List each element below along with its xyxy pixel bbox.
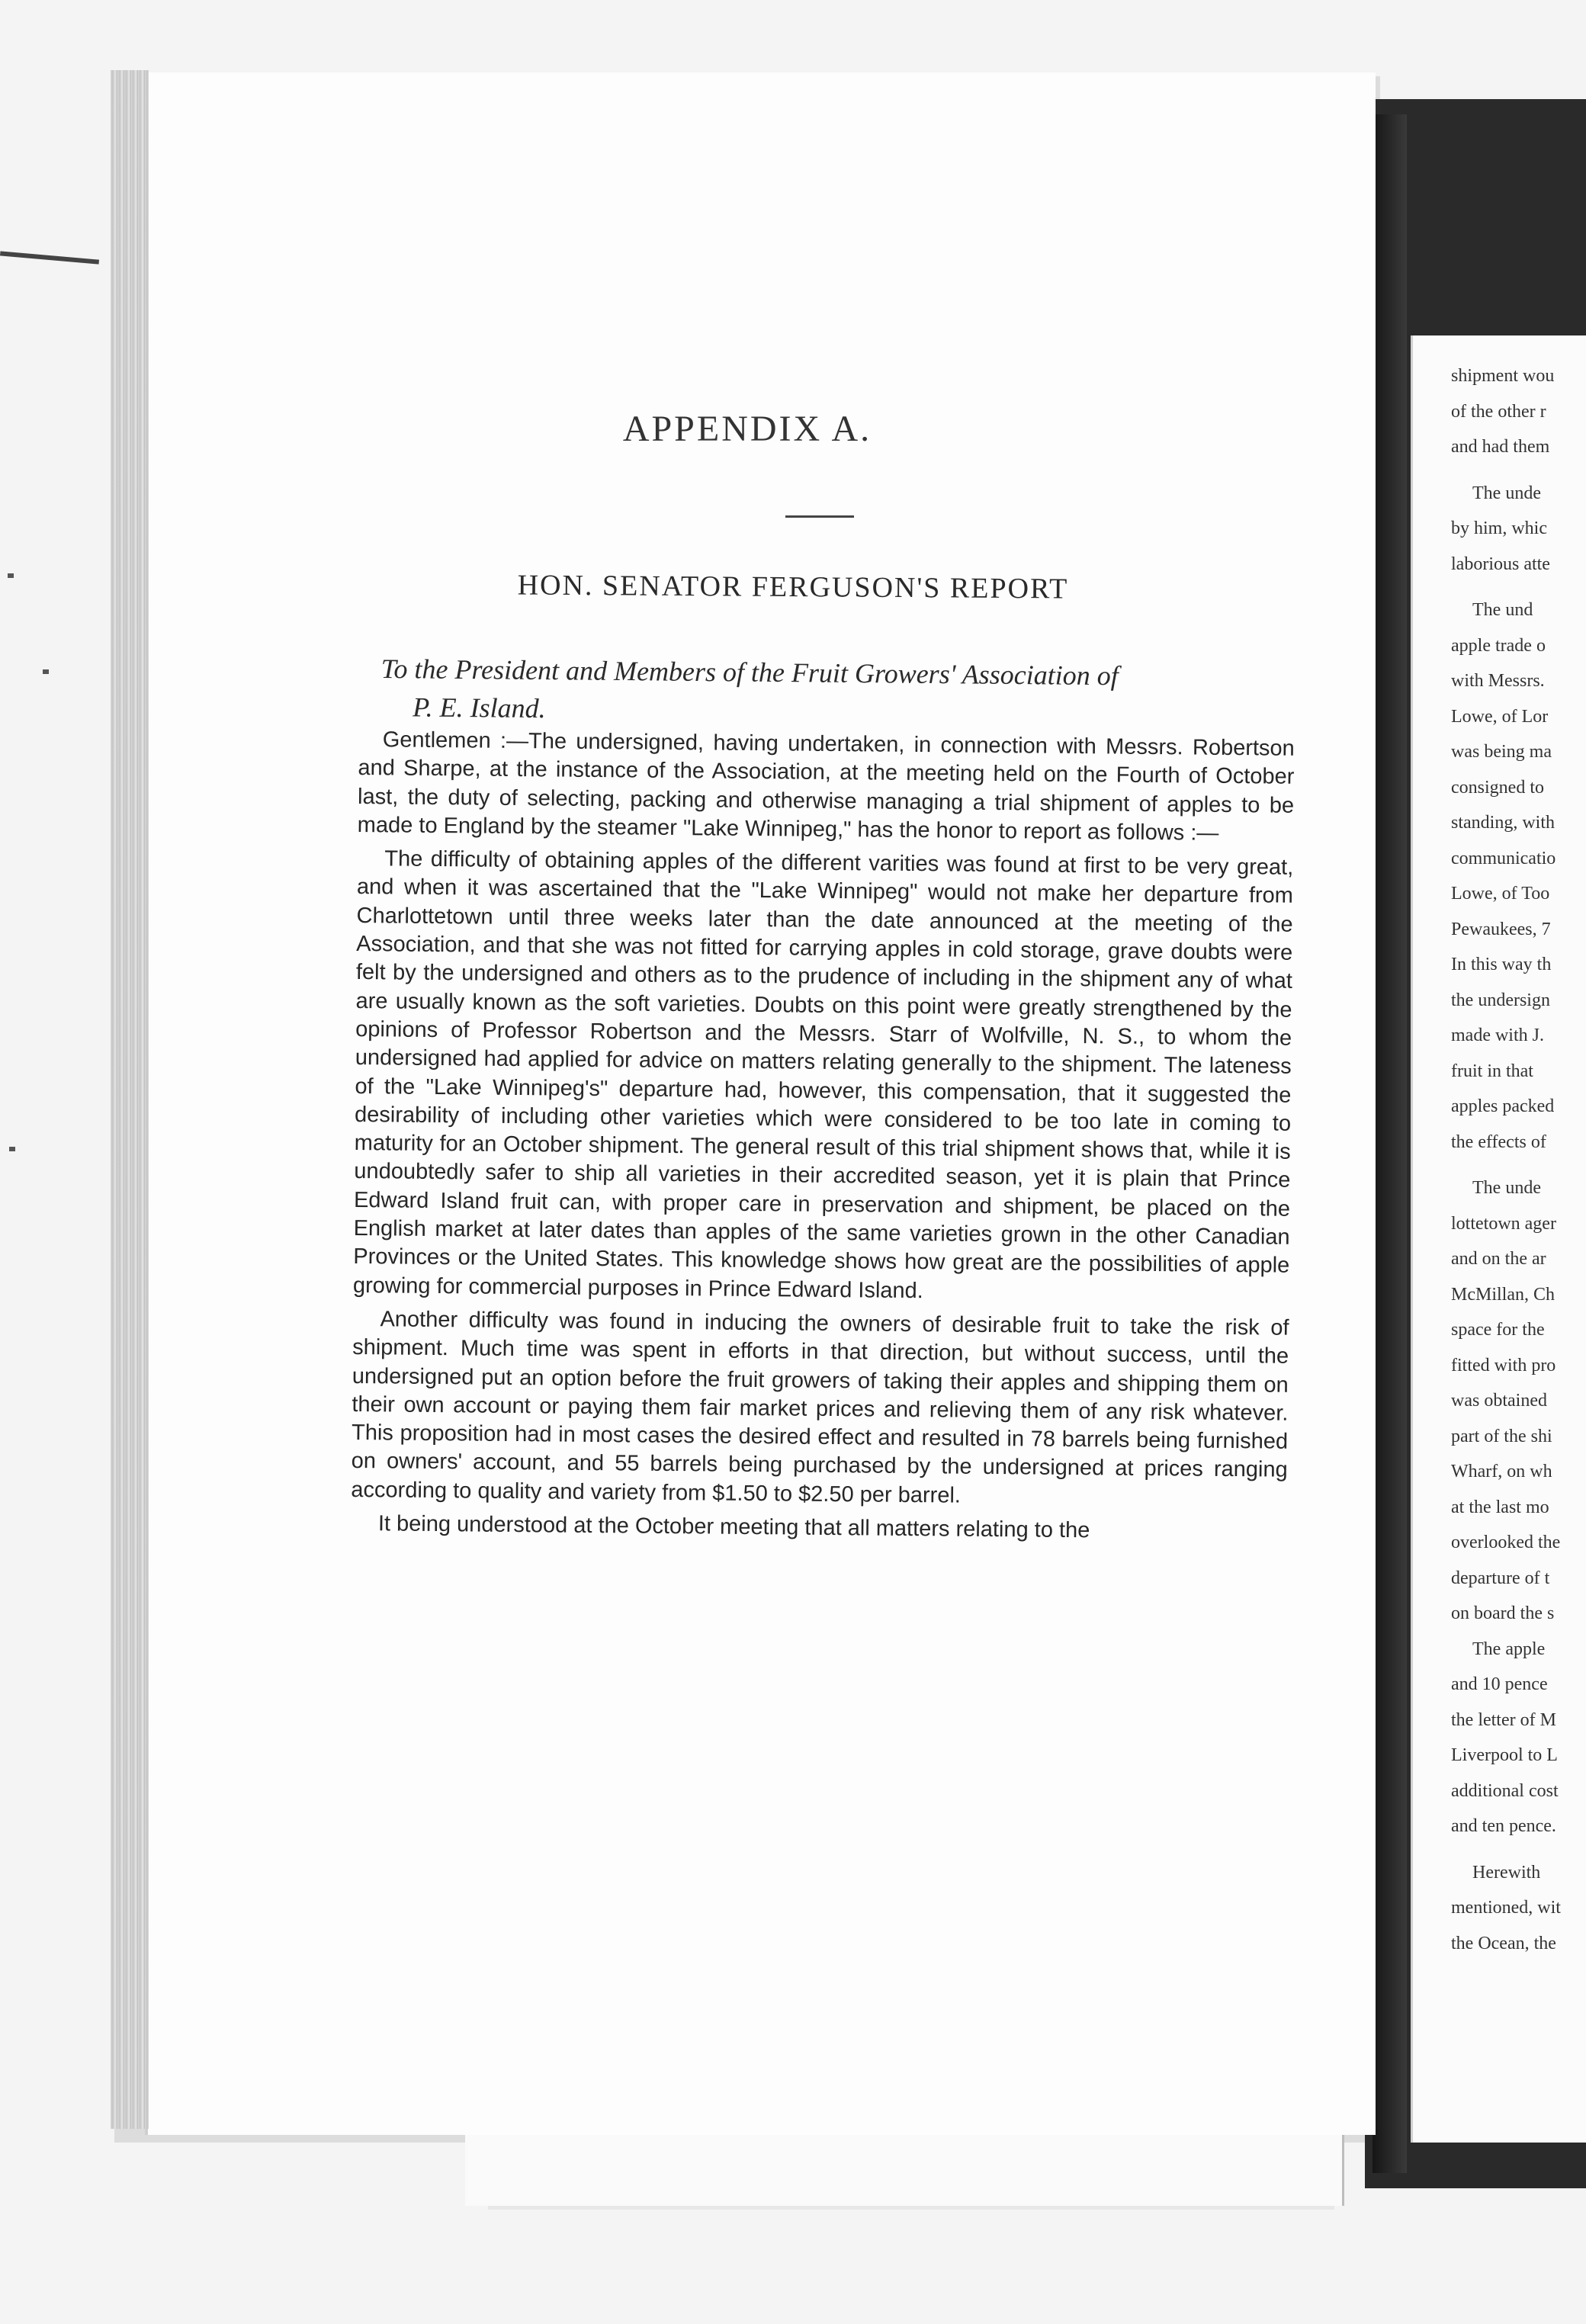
facing-page <box>1411 335 1586 2143</box>
facing-page-line: of the other r <box>1451 401 1546 422</box>
paragraph: The difficulty of obtaining apples of the different varities was found at first to be very great, and when it was ascertained that the "Lake Winnipeg" would not make her departure from Charlottetown until three weeks later than the date announced at the meeting of the Association, and that she was not fitted for carrying apples in cold storage, grave doubts were felt by the undersigned and others as to the prudence of including in the shipment any of what are usually known as the soft varieties. Doubts on this point were greatly strengthened by the opinions of Professor Robertson and the Messrs. Starr of Wolfville, N. S., to whom the undersigned had applied for advice on matters relating generally to the shipment. The lateness of the "Lake Winnipeg's" departure had, however, this compensation, that it suggested the desirability of including other varieties which were considered to be too late in coming to maturity for an October shipment. The general result of this trial shipment shows that, while it is undoubtedly safer to ship all varieties in their accredited season, yet it is plain that Prince Edward Island fruit can, with proper care in preservation and shipment, be placed on the English market at later dates than apples of the same varieties grown in the other Canadian Provinces or the United States. This knowledge shows how great are the possibilities of apple growing for commercial purposes in Prince Edward Island. <box>352 846 1294 1303</box>
facing-page-line: the letter of M <box>1451 1709 1556 1730</box>
facing-page-line: The apple <box>1472 1639 1546 1659</box>
facing-page-line: The und <box>1472 600 1533 620</box>
facing-page-line: made with J. <box>1451 1026 1544 1045</box>
facing-page-line: communicatio <box>1451 848 1556 868</box>
report-heading: HON. SENATOR FERGUSON'S REPORT <box>517 569 1069 605</box>
facing-page-line: and on the ar <box>1451 1249 1546 1269</box>
facing-page-line: part of the shi <box>1451 1426 1552 1446</box>
facing-page-line: and ten pence. <box>1451 1816 1556 1836</box>
facing-page-line: Liverpool to L <box>1451 1745 1558 1765</box>
facing-page-line: Pewaukees, 7 <box>1451 919 1551 939</box>
facing-page-line: McMillan, Ch <box>1451 1284 1555 1305</box>
facing-page-line: laborious atte <box>1451 554 1550 574</box>
facing-page-line: apples packed <box>1451 1096 1555 1116</box>
facing-page-line: Lowe, of Lor <box>1451 706 1549 727</box>
paragraph: Another difficulty was found in inducing the owners of desirable fruit to take the risk of shipment. Much time was spent in efforts in that direction, but without success, until the undersigned put an option before the fruit growers of taking their apples and shipping them on their own account or paying them fair market prices and relieving them of any risk whatever. This proposition had in most cases the desired effect and resulted in 78 barrels being furnished on owners' account, and 55 barrels being purchased by the undersigned at prices ranging according to quality and variety from $1.50 to $2.50 per barrel. <box>351 1307 1289 1508</box>
facing-page-line: at the last mo <box>1451 1497 1549 1517</box>
scan-artifact-mark <box>0 251 99 264</box>
report-body <box>351 726 1295 1552</box>
address-line-2: P. E. Island. <box>413 692 546 724</box>
facing-page-line: the effects of <box>1451 1132 1546 1152</box>
facing-page-line: overlooked the <box>1451 1533 1561 1552</box>
facing-page-line: In this way th <box>1451 955 1552 974</box>
facing-page-line: departure of t <box>1451 1568 1550 1588</box>
facing-page-line: the undersign <box>1451 990 1550 1010</box>
facing-page-line: Wharf, on wh <box>1451 1462 1552 1481</box>
facing-page-line: space for the <box>1451 1320 1545 1340</box>
book-gutter <box>1372 114 1407 2173</box>
facing-page-line: fruit in that <box>1451 1061 1533 1081</box>
scan-artifact-dot <box>9 1147 15 1151</box>
facing-page-line: fitted with pro <box>1451 1355 1556 1375</box>
facing-page-line: by him, whic <box>1451 518 1547 538</box>
address-line <box>380 650 1319 735</box>
facing-page-line: The unde <box>1472 483 1541 503</box>
facing-page-line: apple trade o <box>1451 635 1546 656</box>
appendix-title: APPENDIX A. <box>622 409 872 449</box>
facing-page-line: and 10 pence <box>1451 1674 1548 1694</box>
paragraph: It being understood at the October meeting that all matters relating to the <box>377 1511 1090 1543</box>
scan-artifact-dot <box>8 573 14 578</box>
facing-page-line: mentioned, wit <box>1451 1898 1561 1918</box>
facing-page-line: Herewith <box>1472 1862 1541 1883</box>
facing-page-line: and had them <box>1451 437 1550 457</box>
facing-page-line: on board the s <box>1451 1603 1555 1623</box>
facing-page-line: was obtained <box>1451 1391 1547 1411</box>
facing-page-line: The unde <box>1472 1178 1541 1198</box>
facing-page-line: shipment wou <box>1451 366 1555 386</box>
scan-artifact-dot <box>43 669 49 674</box>
facing-page-line: standing, with <box>1451 813 1555 833</box>
facing-page-line: consigned to <box>1451 777 1544 798</box>
facing-page-line: lottetown ager <box>1451 1213 1556 1234</box>
address-line-1: To the President and Members of the Fruit Growers' Association of <box>380 653 1119 692</box>
facing-page-line: the Ocean, the <box>1451 1933 1556 1953</box>
page-spine-edges <box>111 70 149 2129</box>
facing-page-line: with Messrs. <box>1451 671 1545 691</box>
facing-page-line: was being ma <box>1451 742 1552 762</box>
title-divider <box>785 515 854 518</box>
facing-page-line: Lowe, of Too <box>1451 884 1550 904</box>
facing-page-line: additional cost <box>1451 1780 1559 1801</box>
paragraph: Gentlemen :—The undersigned, having undertaken, in connection with Messrs. Robertson and Sharpe, at the instance of the Association, at the meeting held on the Fourth of October last, the duty of selecting, packing and otherwise managing a trial shipment of apples to be made to England by the steamer "Lake Winnipeg," has the honor to report as follows :— <box>357 727 1295 846</box>
